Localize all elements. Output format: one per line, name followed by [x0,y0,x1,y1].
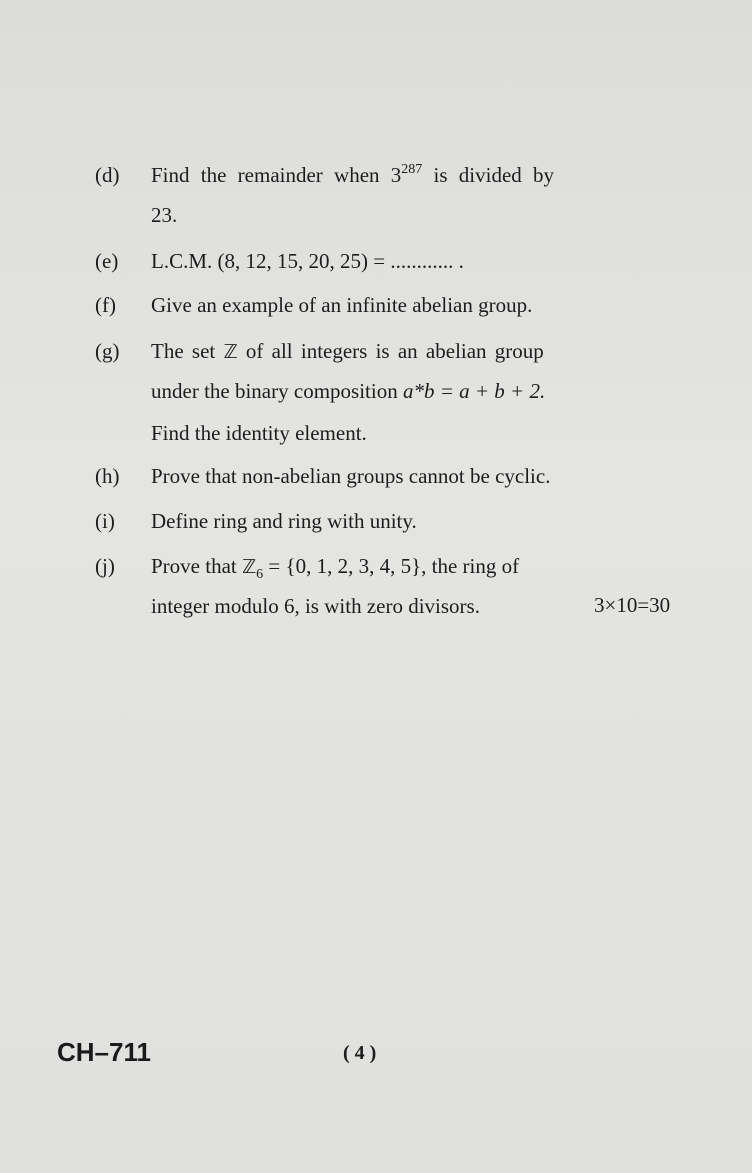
question-text: Find the remainder when $3^{287}$ is divided by [151,162,555,187]
modulus-subscript: 6 [256,567,264,582]
question-text: Define ring and ring with unity. [151,509,417,533]
page-number: ( 4 ) [343,1042,377,1064]
binary-formula: a*b = a + b + 2. [402,379,546,403]
question-text-cont: under the binary composition a*b = a + b + 2. [151,379,546,403]
integers-symbol: ℤ [223,341,238,363]
question-text-cont: Find the identity element. [151,421,367,445]
integers-symbol: ℤ [241,556,257,578]
question-text: Prove that ℤ$_6$ = {0, 1, 2, 3, 4, 5}, the ring of [151,554,520,582]
question-text: Give an example of an infinite abelian group. [151,293,533,317]
question-label: (i) [95,509,115,533]
question-text-cont: 23. [151,203,178,227]
question-label: (g) [95,339,120,363]
marks-allocation: 3×10=30 [594,593,671,617]
question-label: (d) [95,163,120,187]
question-label: (j) [95,554,115,578]
question-text: L.C.M. (8, 12, 15, 20, 25) = ............ . [151,249,464,273]
question-label: (f) [95,293,116,317]
question-text: Prove that non-abelian groups cannot be cyclic. [151,464,551,488]
power-exponent: 287 [401,162,423,177]
paper-code: CH–711 [57,1037,151,1067]
question-label: (h) [95,464,120,488]
question-text: The set ℤ of all integers is an abelian group [151,339,544,363]
question-text-cont: integer modulo 6, is with zero divisors. [151,594,480,618]
power-base: 3 [390,163,402,187]
question-label: (e) [95,249,119,273]
